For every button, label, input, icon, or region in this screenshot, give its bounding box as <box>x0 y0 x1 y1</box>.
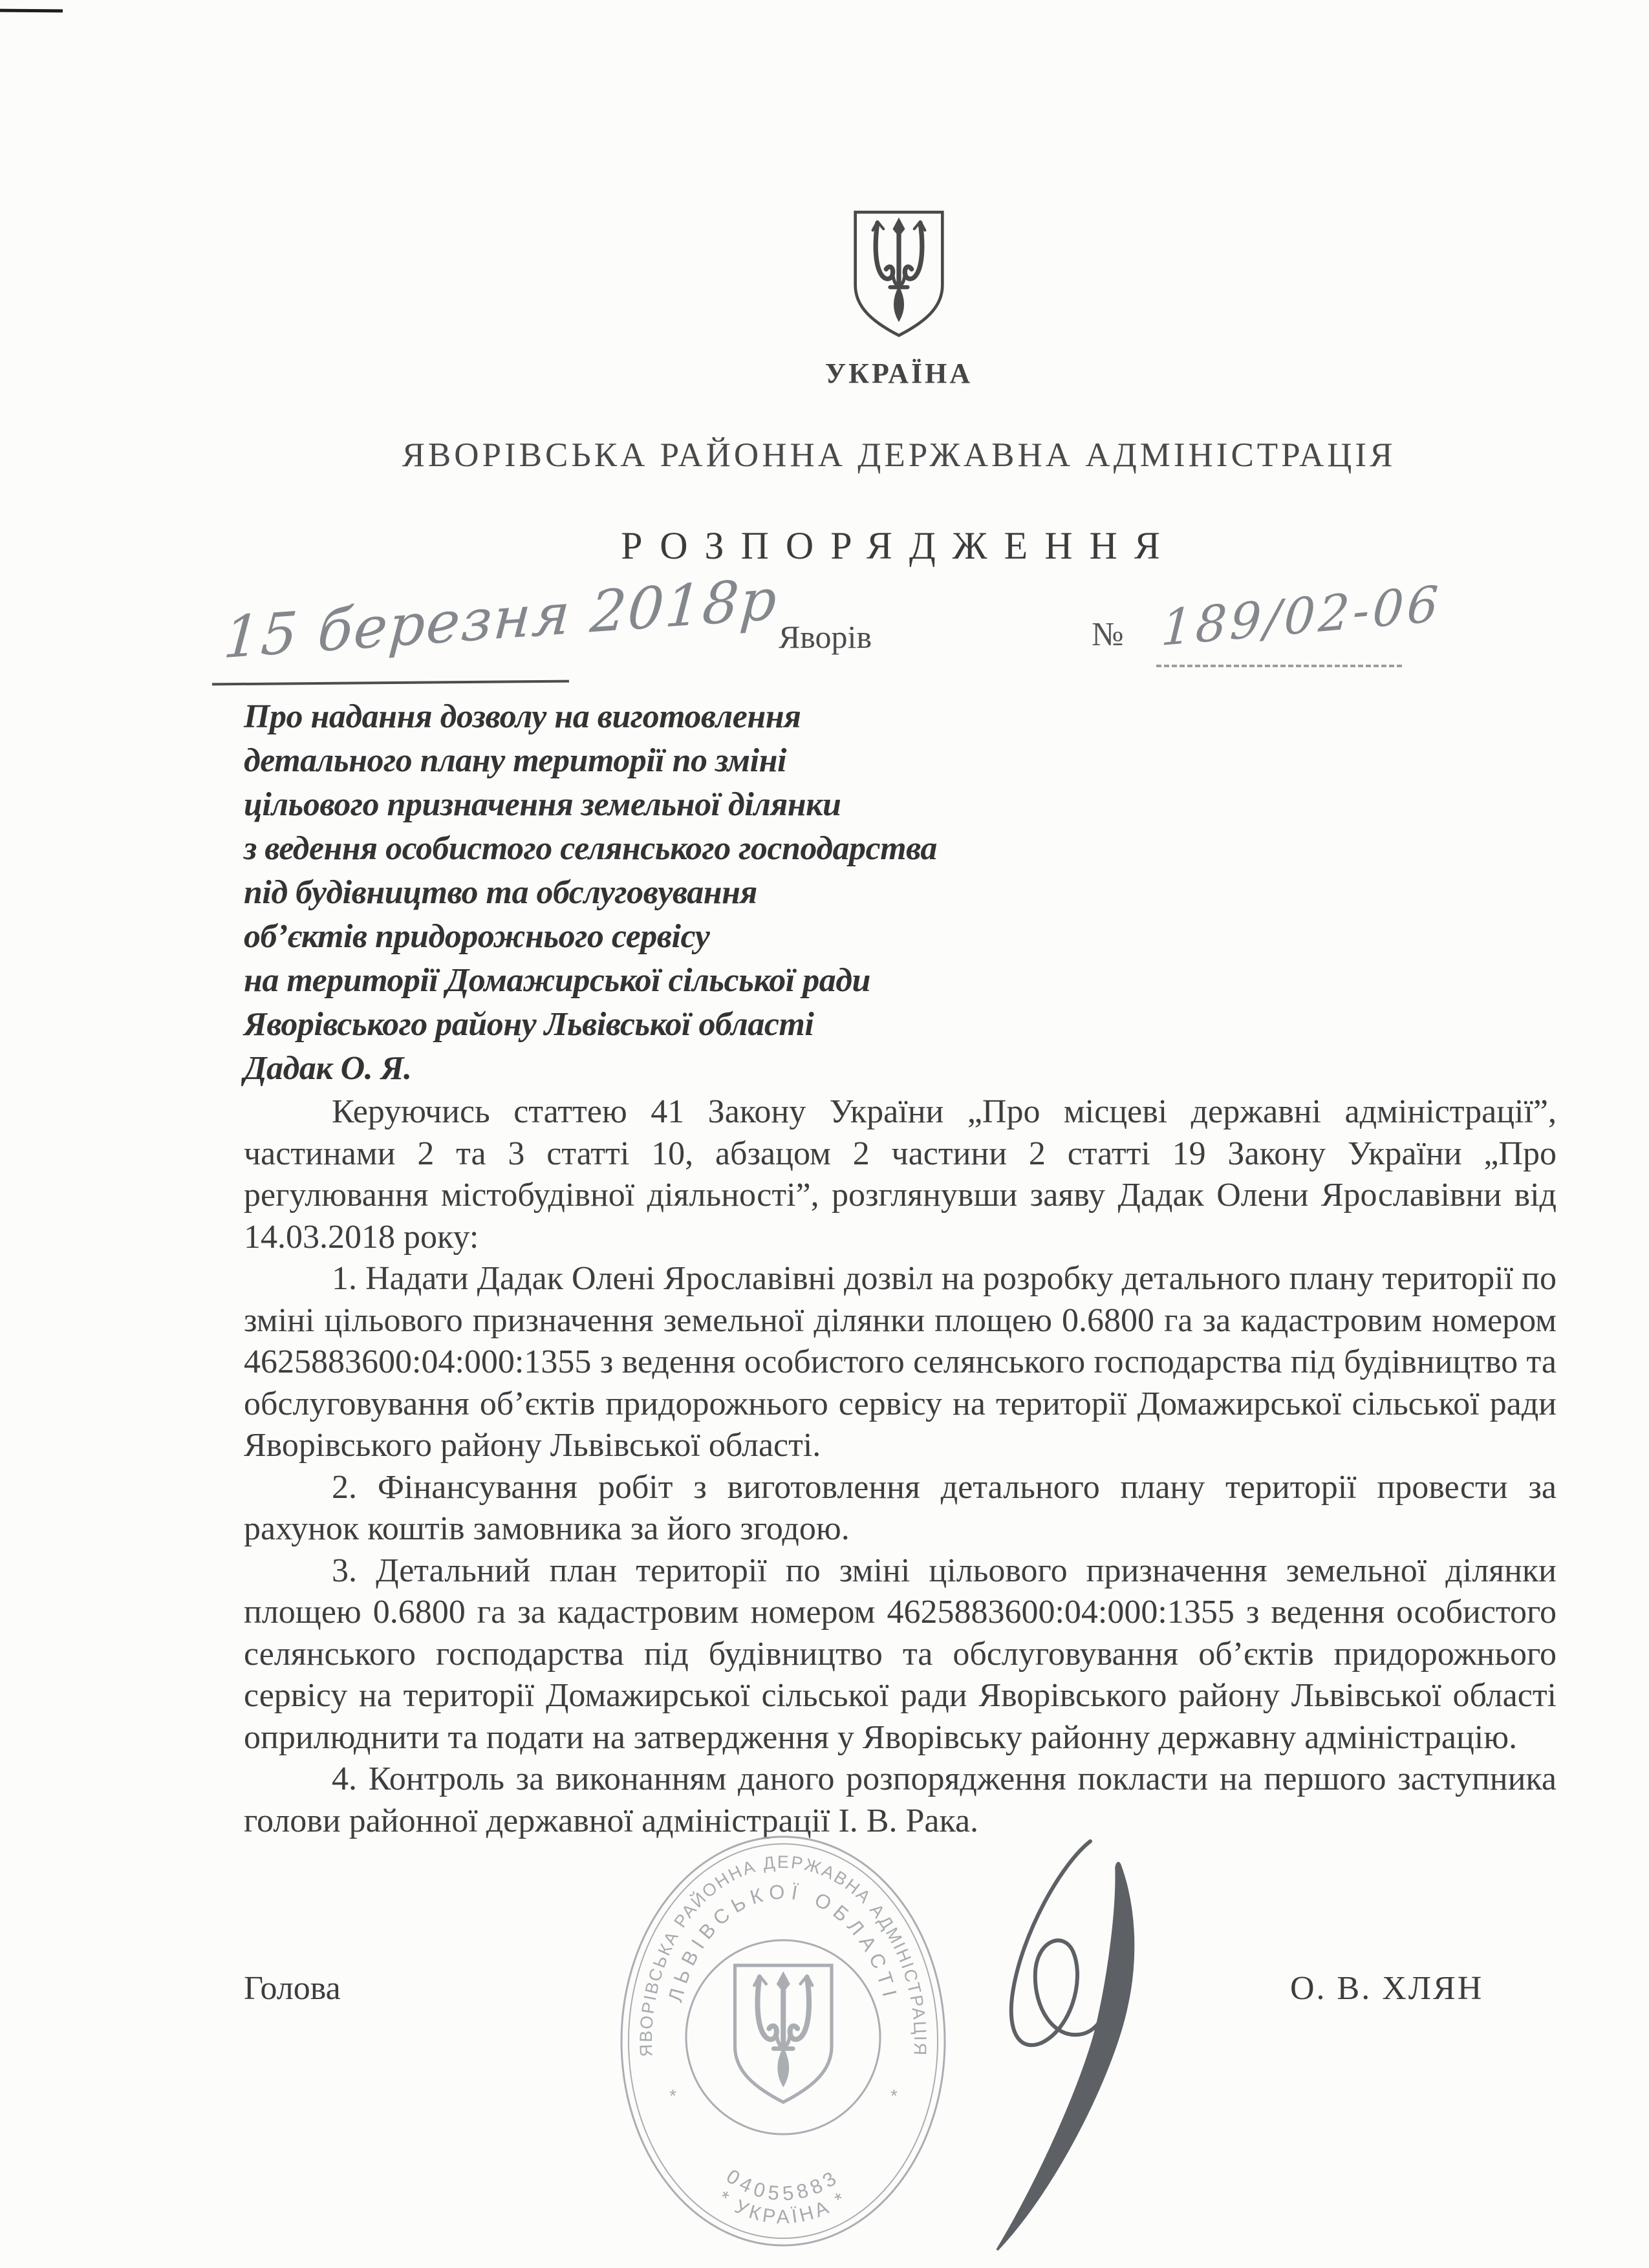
subject-line: під будівництво та обслуговування <box>244 874 757 911</box>
subject-block <box>244 695 1149 1091</box>
body-paragraph-item-1: 1. Надати Дадак Олені Ярославівні дозвіл на розробку детального плану території по зміні цільового призначення земельної ділянки площею 0.6800 га за кадастровим номером 4625883600:04:000:1355 з ведення особистого селянського господарства під будівництво та обслуговування об’єктів придорожнього сервісу на території Домажирської сільської ради Яворівського району Львівської області. <box>244 1260 1557 1464</box>
handwritten-date: 15 березня 2018р <box>221 565 781 672</box>
place-name: Яворів <box>778 619 872 655</box>
subject-line: Яворівського району Львівської області <box>244 1006 814 1043</box>
scan-artifact-mark <box>0 9 63 13</box>
body-text <box>244 1091 1557 1842</box>
body-paragraph-item-4: 4. Контроль за виконанням даного розпорядження покласти на першого заступника голови районної державної адміністрації І. В. Рака. <box>244 1760 1557 1839</box>
stamp-country-text: * УКРАЇНА * <box>714 2187 852 2229</box>
number-sign: № <box>1092 616 1124 653</box>
stamp-trident-icon <box>735 1965 832 2102</box>
subject-line: на території Домажирської сільської ради <box>244 962 870 999</box>
body-paragraph-item-2: 2. Фінансування робіт з виготовлення детального плану території провести за рахунок коштів замовника за його згодою. <box>244 1468 1557 1547</box>
body-paragraph-intro: Керуючись статтею 41 Закону України „Про місцеві державні адміністрації”, частинами 2 та 3 статті 10, абзацом 2 частини 2 статті 19 Закону України „Про регулювання містобудівної діяльності”, розглянувши заяву Дадак Олени Ярославівни від 14.03.2018 року: <box>244 1093 1557 1256</box>
handwritten-number: 189/02-06 <box>1159 574 1443 658</box>
trident-emblem-icon <box>848 208 949 339</box>
subject-line: з ведення особистого селянського господарства <box>244 830 937 867</box>
subject-line: детального плану території по зміні <box>244 742 786 779</box>
number-underline <box>1156 665 1402 667</box>
date-underline <box>212 680 569 686</box>
signer-name: О. В. ХЛЯН <box>1290 1970 1484 2007</box>
stamp-code-text: 04055883 <box>722 2165 844 2205</box>
stamp-star-left: * <box>669 2086 676 2106</box>
document-type-title: РОЗПОРЯДЖЕННЯ <box>621 524 1177 567</box>
organization-name: ЯВОРІВСЬКА РАЙОННА ДЕРЖАВНА АДМІНІСТРАЦІЯ <box>402 436 1396 474</box>
signature-flourish <box>892 1830 1164 2268</box>
stamp-ring-text: ЯВОРІВСЬКА РАЙОННА ДЕРЖАВНА АДМІНІСТРАЦІЯ <box>636 1852 931 2057</box>
subject-line: цільового призначення земельної ділянки <box>244 786 841 823</box>
subject-line: Про надання дозволу на виготовлення <box>244 698 801 735</box>
body-paragraph-item-3: 3. Детальний план території по зміні цільового призначення земельної ділянки площею 0.6800 га за кадастровим номером 4625883600:04:000:1355 з ведення особистого селянського господарства під будівництво та обслуговування об’єктів придорожнього сервісу на території Домажирської сільської ради Яворівського району Львівської області оприлюднити та подати на затвердження у Яворівську районну державну адміністрацію. <box>244 1552 1557 1756</box>
subject-line: Дадак О. Я. <box>244 1050 412 1087</box>
stamp-star-right: * <box>890 2086 898 2106</box>
country-label: УКРАЇНА <box>824 358 973 389</box>
position-title: Голова <box>244 1970 341 2007</box>
subject-line: об’єктів придорожнього сервісу <box>244 918 710 955</box>
stamp-region-text: ЛЬВІВСЬКОЇ ОБЛАСТІ <box>663 1880 903 2005</box>
